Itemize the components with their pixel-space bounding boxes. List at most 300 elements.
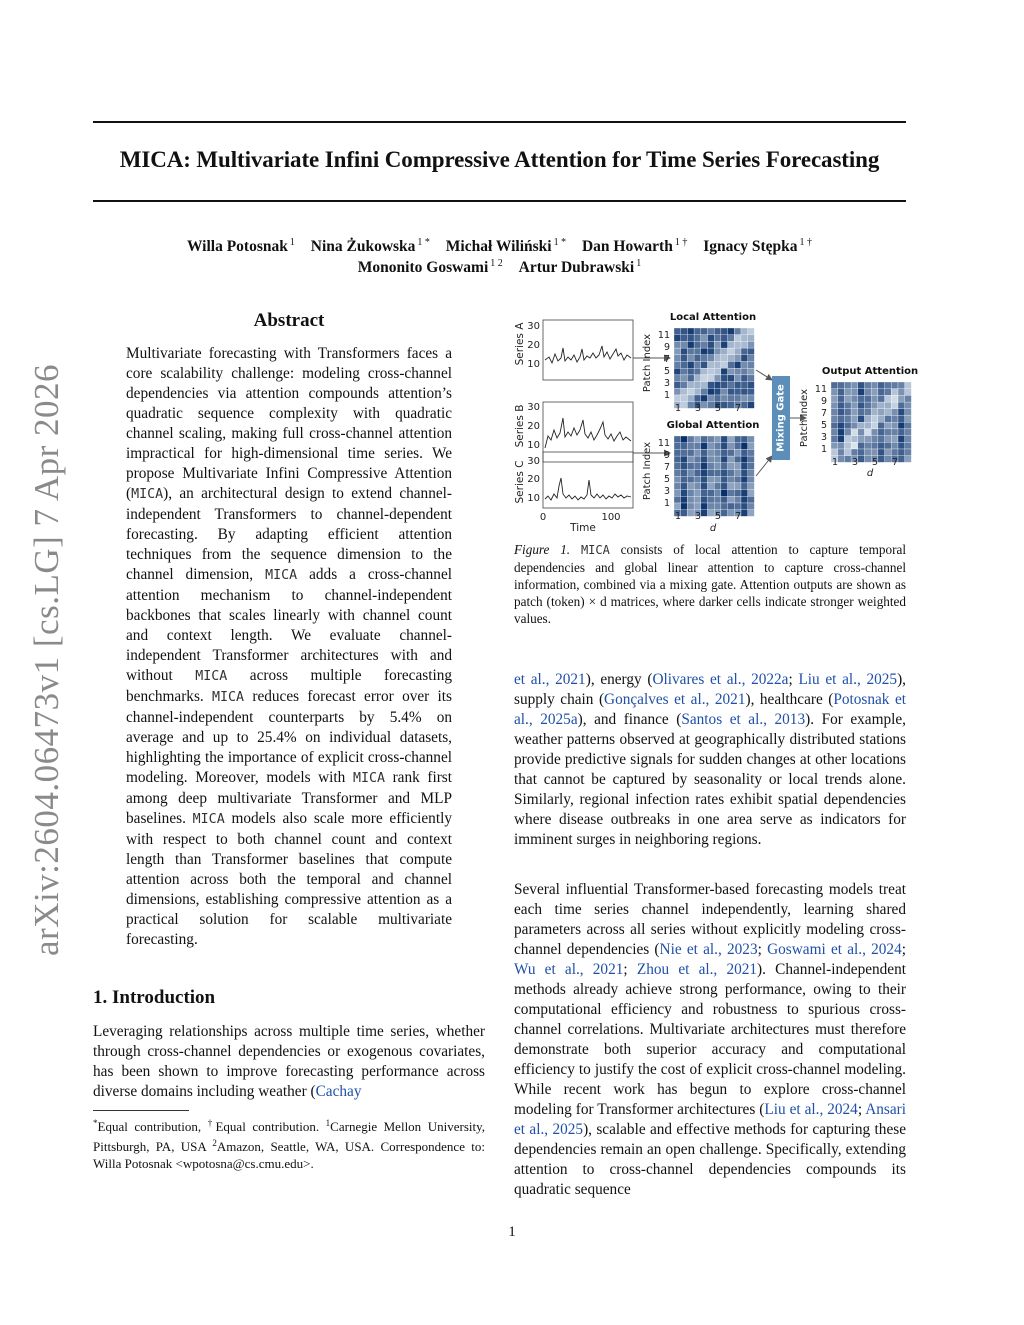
heatmap-cell (865, 429, 872, 436)
heatmap-cell (891, 442, 898, 449)
heatmap-cell (905, 382, 912, 389)
heatmap-cell (721, 449, 728, 456)
heatmap-cell (721, 402, 728, 409)
heatmap-cell (708, 328, 715, 335)
heatmap-cell (748, 402, 755, 409)
heatmap-cell (701, 510, 708, 517)
heatmap-cell (708, 503, 715, 510)
y-tick: 10 (527, 440, 540, 451)
y-tick: 11 (657, 330, 670, 341)
heatmap-cell (681, 382, 688, 389)
heatmap-cell (831, 395, 838, 402)
heatmap-cell (748, 368, 755, 375)
heatmap-cell (728, 470, 735, 477)
heatmap-cell (871, 449, 878, 456)
x-tick: 3 (694, 403, 702, 414)
footnote-rule (93, 1110, 189, 1111)
heatmap-cell (734, 456, 741, 463)
citation-link[interactable]: Goswami et al., 2024 (767, 941, 902, 958)
heatmap-cell (687, 470, 694, 477)
heatmap-cell (681, 368, 688, 375)
heatmap-cell (734, 355, 741, 362)
heatmap-cell (708, 510, 715, 517)
citation-link[interactable]: Cachay (315, 1083, 362, 1100)
heatmap-cell (734, 375, 741, 382)
heatmap-cell (687, 463, 694, 470)
heatmap-cell (878, 436, 885, 443)
heatmap-cell (694, 496, 701, 503)
heatmap-cell (865, 382, 872, 389)
heatmap-cell (708, 382, 715, 389)
heatmap-cell (708, 449, 715, 456)
heatmap-cell (694, 341, 701, 348)
heatmap-cell (831, 422, 838, 429)
heatmap-cell (674, 443, 681, 450)
heatmap-cell (687, 388, 694, 395)
heatmap-cell (905, 442, 912, 449)
y-tick: 7 (820, 408, 827, 419)
y-tick: 11 (657, 438, 670, 449)
heatmap-cell (714, 449, 721, 456)
heatmap-cell (734, 382, 741, 389)
heatmap-cell (681, 463, 688, 470)
heatmap-cell (714, 483, 721, 490)
heatmap-cell (734, 503, 741, 510)
x-tick: 3 (694, 511, 702, 522)
heatmap-cell (728, 348, 735, 355)
heatmap-cell (838, 389, 845, 396)
heatmap-cell (728, 483, 735, 490)
heatmap-cell (687, 368, 694, 375)
heatmap-cell (714, 490, 721, 497)
y-tick: 7 (663, 354, 670, 365)
heatmap-cell (871, 436, 878, 443)
heatmap-cell (721, 436, 728, 443)
heatmap-cell (838, 409, 845, 416)
heatmap-cell (831, 436, 838, 443)
heatmap-cell (741, 476, 748, 483)
heatmap-cell (858, 382, 865, 389)
heatmap-cell (714, 375, 721, 382)
heatmap-cell (885, 449, 892, 456)
heatmap-cell (687, 348, 694, 355)
y-tick: 3 (820, 432, 827, 443)
x-tick: 5 (871, 457, 879, 468)
heatmap-cell (865, 436, 872, 443)
heatmap-cell (708, 496, 715, 503)
author: Dan Howarth $^{1 \dagger}$ (581, 237, 688, 255)
series-b-label: Series B (514, 404, 526, 448)
heatmap-cell (687, 335, 694, 342)
heatmap-cell (734, 483, 741, 490)
heatmap-cell (714, 341, 721, 348)
y-tick: 30 (527, 402, 540, 413)
heatmap-cell (748, 490, 755, 497)
heatmap-cell (865, 402, 872, 409)
heatmap-cell (701, 348, 708, 355)
heatmap-cell (687, 395, 694, 402)
citation-link[interactable]: Olivares et al., 2022a (652, 671, 789, 688)
citation-link[interactable]: Ansari et al., 2025 (514, 1101, 906, 1138)
heatmap-cell (865, 449, 872, 456)
heatmap-cell (878, 456, 885, 463)
heatmap-cell (741, 362, 748, 369)
heatmap-cell (741, 388, 748, 395)
patch-index-label: Patch Index (642, 441, 653, 501)
figure-caption: Figure 1. MICA consists of local attention to capture temporal dependencies and global linear attention to capture cross-channel information, combined via a mixing gate. Attention outputs are shown as patch (token) × d matrices, where darker cells indicate stronger weighted values. (514, 542, 907, 626)
heatmap-cell (831, 416, 838, 423)
heatmap-cell (674, 355, 681, 362)
heatmap-cell (844, 429, 851, 436)
heatmap-cell (885, 382, 892, 389)
heatmap-cell (701, 402, 708, 409)
heatmap-cell (865, 389, 872, 396)
heatmap-cell (838, 436, 845, 443)
heatmap-cell (721, 348, 728, 355)
arrow (756, 456, 772, 476)
heatmap-cell (708, 490, 715, 497)
heatmap-cell (728, 456, 735, 463)
heatmap-cell (694, 368, 701, 375)
heatmap-cell (694, 348, 701, 355)
mica-term: MICA (212, 690, 245, 705)
heatmap-cell (714, 463, 721, 470)
heatmap-cell (844, 395, 851, 402)
heatmap-cell (674, 449, 681, 456)
heatmap-cell (728, 395, 735, 402)
heatmap-cell (701, 483, 708, 490)
heatmap-cell (721, 443, 728, 450)
heatmap-cell (844, 436, 851, 443)
heatmap-cell (905, 449, 912, 456)
heatmap-cell (694, 362, 701, 369)
heatmap-cell (871, 382, 878, 389)
y-tick: 20 (527, 474, 540, 485)
heatmap-cell (687, 456, 694, 463)
y-tick: 30 (527, 456, 540, 467)
heatmap-cell (687, 503, 694, 510)
heatmap-cell (674, 395, 681, 402)
heatmap-cell (701, 463, 708, 470)
heatmap-cell (681, 443, 688, 450)
abstract-heading: Abstract (253, 310, 325, 331)
heatmap-cell (865, 456, 872, 463)
mica-term: MICA (131, 487, 164, 502)
citation-link[interactable]: Nie et al., 2023 (659, 941, 758, 958)
heatmap-cell (728, 341, 735, 348)
d-axis-label: d (866, 468, 874, 479)
heatmap-cell (741, 463, 748, 470)
heatmap-cell (741, 490, 748, 497)
local-y-ticks (658, 330, 670, 401)
citation-link[interactable]: Gonçalves et al., 2021 (604, 691, 746, 708)
heatmap-cell (748, 341, 755, 348)
mica-term: MICA (352, 771, 385, 786)
heatmap-cell (728, 335, 735, 342)
series-c-plot-frame (543, 452, 633, 508)
citation-link[interactable]: Zhou et al., 2021 (636, 961, 758, 978)
heatmap-cell (905, 402, 912, 409)
heatmap-cell (728, 443, 735, 450)
heatmap-cell (891, 402, 898, 409)
heatmap-cell (734, 348, 741, 355)
heatmap-cell (734, 368, 741, 375)
heatmap-cell (687, 402, 694, 409)
heatmap-cell (728, 355, 735, 362)
heatmap-cell (885, 456, 892, 463)
y-tick: 11 (814, 384, 827, 395)
heatmap-cell (858, 422, 865, 429)
heatmap-cell (878, 409, 885, 416)
heatmap-cell (681, 449, 688, 456)
heatmap-cell (694, 355, 701, 362)
heatmap-cell (734, 341, 741, 348)
citation-link[interactable]: et al., 2021 (514, 671, 586, 688)
heatmap-cell (865, 422, 872, 429)
heatmap-cell (748, 388, 755, 395)
heatmap-cell (741, 436, 748, 443)
heatmap-cell (721, 388, 728, 395)
heatmap-cell (681, 456, 688, 463)
heatmap-cell (681, 496, 688, 503)
heatmap-cell (681, 335, 688, 342)
heatmap-cell (694, 503, 701, 510)
heatmap-cell (708, 341, 715, 348)
heatmap-cell (858, 389, 865, 396)
author-line-2 (93, 258, 906, 277)
heatmap-cell (728, 503, 735, 510)
heatmap-cell (878, 449, 885, 456)
heatmap-cell (831, 409, 838, 416)
heatmap-cell (701, 456, 708, 463)
heatmap-cell (741, 470, 748, 477)
heatmap-cell (714, 335, 721, 342)
heatmap-cell (741, 368, 748, 375)
heatmap-cell (687, 382, 694, 389)
x-tick: 100 (601, 512, 621, 523)
figure-diagram (510, 308, 922, 538)
heatmap-cell (898, 382, 905, 389)
heatmap-cell (681, 362, 688, 369)
heatmap-cell (694, 388, 701, 395)
heatmap-cell (708, 395, 715, 402)
heatmap-cell (687, 476, 694, 483)
heatmap-cell (708, 402, 715, 409)
heatmap-cell (748, 449, 755, 456)
time-axis-label: Time (570, 522, 596, 534)
output-y-ticks (815, 384, 827, 455)
heatmap-cell (734, 496, 741, 503)
heatmap-cell (898, 449, 905, 456)
x-tick: 7 (734, 511, 742, 522)
heatmap-cell (714, 476, 721, 483)
heatmap-cell (708, 348, 715, 355)
heatmap-cell (891, 422, 898, 429)
citation-link[interactable]: Santos et al., 2013 (681, 711, 806, 728)
y-tick: 9 (663, 342, 670, 353)
heatmap-cell (831, 442, 838, 449)
heatmap-cell (838, 402, 845, 409)
heatmap-cell (694, 382, 701, 389)
heatmap-cell (891, 429, 898, 436)
heatmap-cell (728, 362, 735, 369)
heatmap-cell (851, 382, 858, 389)
heatmap-cell (905, 395, 912, 402)
heatmap-cell (851, 422, 858, 429)
series-a-label: Series A (514, 322, 526, 366)
heatmap-cell (687, 328, 694, 335)
y-tick: 10 (527, 493, 540, 504)
global-attention-title: Global Attention (666, 420, 760, 431)
heatmap-cell (891, 395, 898, 402)
d-axis-label: d (709, 523, 717, 534)
heatmap-cell (741, 456, 748, 463)
heatmap-cell (687, 355, 694, 362)
heatmap-cell (748, 395, 755, 402)
heatmap-cell (714, 355, 721, 362)
heatmap-cell (734, 395, 741, 402)
heatmap-cell (871, 395, 878, 402)
heatmap-cell (721, 463, 728, 470)
heatmap-cell (851, 409, 858, 416)
heatmap-cell (878, 402, 885, 409)
heatmap-cell (871, 416, 878, 423)
global-attention-heatmap (674, 436, 754, 516)
heatmap-cell (748, 335, 755, 342)
heatmap-cell (708, 368, 715, 375)
heatmap-cell (898, 416, 905, 423)
heatmap-cell (701, 395, 708, 402)
heatmap-cell (748, 463, 755, 470)
heatmap-cell (905, 456, 912, 463)
heatmap-cell (891, 389, 898, 396)
heatmap-cell (694, 449, 701, 456)
heatmap-cell (905, 409, 912, 416)
citation-link[interactable]: Wu et al., 2021 (514, 961, 624, 978)
heatmap-cell (721, 510, 728, 517)
body-paragraph: et al., 2021), energy (Olivares et al., 2022a; Liu et al., 2025), supply chain (Gonçalves et al., 2021), healthcare (Potosnak et al., 2025a), and finance (Santos et al., 2013). For example, weather patterns observed at geographically distributed stations provide predictive signals for sudden changes at other locations that cannot be captured by seasonality or local trends alone. Similarly, regional infection rates exhibit spatial dependencies where disease outbreaks in one area serve as indicators for imminent surges in neighboring regions. (514, 671, 906, 848)
x-tick: 1 (674, 511, 682, 522)
heatmap-cell (885, 395, 892, 402)
heatmap-cell (898, 442, 905, 449)
heatmap-cell (687, 362, 694, 369)
heatmap-cell (741, 402, 748, 409)
x-tick: 7 (734, 403, 742, 414)
heatmap-cell (708, 443, 715, 450)
heatmap-cell (905, 416, 912, 423)
heatmap-cell (674, 382, 681, 389)
citation-link[interactable]: Liu et al., 2024 (764, 1101, 858, 1118)
heatmap-cell (865, 442, 872, 449)
heatmap-cell (741, 395, 748, 402)
citation-link[interactable]: Liu et al., 2025 (798, 671, 898, 688)
heatmap-cell (721, 503, 728, 510)
heatmap-cell (674, 496, 681, 503)
heatmap-cell (885, 416, 892, 423)
x-tick: 1 (831, 457, 839, 468)
heatmap-cell (748, 476, 755, 483)
heatmap-cell (898, 402, 905, 409)
heatmap-cell (701, 490, 708, 497)
heatmap-cell (681, 490, 688, 497)
heatmap-cell (721, 368, 728, 375)
heatmap-cell (714, 382, 721, 389)
introduction-heading: 1. Introduction (93, 987, 216, 1008)
heatmap-cell (851, 416, 858, 423)
heatmap-cell (721, 490, 728, 497)
global-y-ticks (658, 438, 670, 509)
heatmap-cell (674, 341, 681, 348)
heatmap-cell (838, 422, 845, 429)
mica-term: MICA (265, 568, 298, 583)
heatmap-cell (748, 362, 755, 369)
heatmap-cell (728, 436, 735, 443)
heatmap-cell (687, 341, 694, 348)
heatmap-cell (701, 375, 708, 382)
author: Nina Żukowska $^{1 *}$ (310, 237, 430, 255)
heatmap-cell (865, 409, 872, 416)
heatmap-cell (694, 456, 701, 463)
heatmap-cell (748, 348, 755, 355)
arrow (756, 370, 772, 380)
heatmap-cell (844, 382, 851, 389)
heatmap-cell (851, 429, 858, 436)
heatmap-cell (885, 409, 892, 416)
heatmap-cell (844, 442, 851, 449)
heatmap-cell (681, 375, 688, 382)
heatmap-cell (681, 355, 688, 362)
heatmap-cell (858, 429, 865, 436)
heatmap-cell (858, 449, 865, 456)
heatmap-cell (844, 389, 851, 396)
heatmap-cell (734, 470, 741, 477)
heatmap-cell (708, 355, 715, 362)
heatmap-cell (721, 483, 728, 490)
heatmap-cell (844, 456, 851, 463)
heatmap-cell (694, 476, 701, 483)
heatmap-cell (721, 476, 728, 483)
heatmap-cell (851, 449, 858, 456)
mica-term: MICA (192, 812, 225, 827)
x-tick: 0 (539, 512, 547, 523)
heatmap-cell (694, 483, 701, 490)
footnote: *Equal contribution, †Equal contribution. $^1$Carnegie Mellon University, Pittsburgh, PA, USA $^2$Amazon, Seattle, WA, USA. Correspondence to: Willa Potosnak <wpotosna@cs.cmu.edu>. (93, 1118, 486, 1171)
abstract-text: Multivariate forecasting with Transformers faces a core scalability challenge: modeling cross-channel dependencies via attention compounds attention’s quadratic sequence complexity with quadratic channel scaling, making full cross-channel attention impractical for high-dimensional time series. We propose Multivariate Infini Compressive Attention (MICA), an architectural design to extend channel-independent Transformers to channel-dependent forecasting. By adapting efficient attention techniques from the sequence dimension to the channel dimension, MICA adds a cross-channel attention mechanism to channel-independent backbones that scales linearly with channel count and context length. We evaluate channel-independent Transformer architectures with and without MICA across multiple forecasting benchmarks. MICA reduces forecast error over its channel-independent counterparts by 5.4% on average and up to 25.4% on individual datasets, highlighting the importance of explicit cross-channel modeling. Moreover, models with MICA rank first among deep multivariate Transformer and MLP baselines. MICA models also scale more efficiently with respect to both channel count and context length than Transformer baselines that compute attention across both the temporal and channel dimensions, establishing compressive attention as a practical solution for scalable multivariate forecasting. (126, 345, 452, 948)
title-bottom-rule (93, 200, 906, 202)
figure-1 (510, 308, 922, 538)
heatmap-cell (885, 436, 892, 443)
heatmap-cell (681, 476, 688, 483)
heatmap-cell (687, 483, 694, 490)
heatmap-cell (714, 395, 721, 402)
output-attention-title: Output Attention (821, 366, 919, 377)
heatmap-cell (701, 382, 708, 389)
heatmap-cell (871, 402, 878, 409)
heatmap-cell (728, 382, 735, 389)
heatmap-cell (748, 375, 755, 382)
heatmap-cell (878, 382, 885, 389)
heatmap-cell (708, 375, 715, 382)
heatmap-cell (714, 503, 721, 510)
heatmap-cell (674, 368, 681, 375)
heatmap-cell (694, 328, 701, 335)
heatmap-cell (858, 395, 865, 402)
heatmap-cell (674, 328, 681, 335)
heatmap-cell (728, 388, 735, 395)
heatmap-cell (748, 328, 755, 335)
citation-link[interactable]: Potosnak et al., 2025a (514, 691, 906, 728)
heatmap-cell (741, 355, 748, 362)
